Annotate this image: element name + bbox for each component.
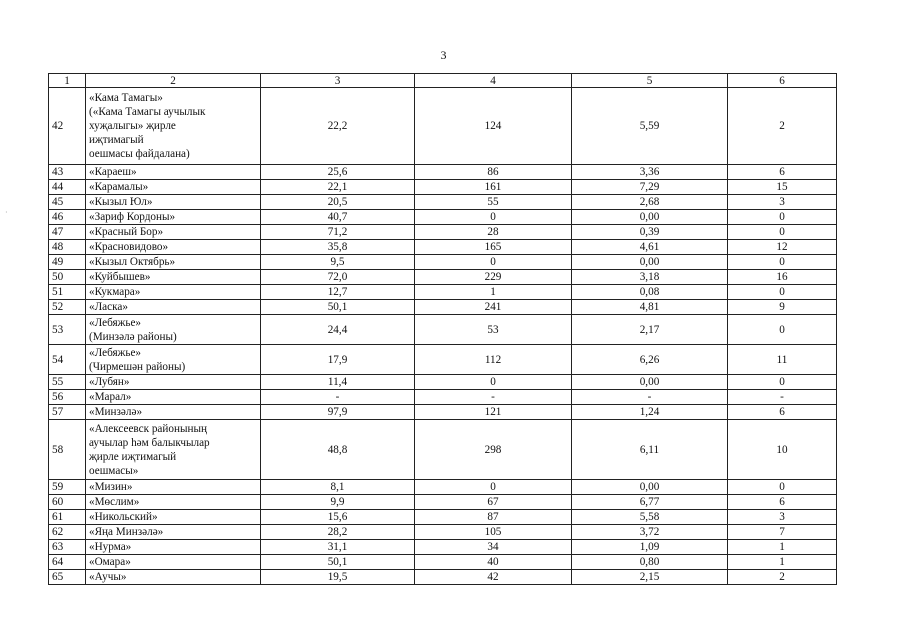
name-cell [86, 525, 261, 540]
name-cell [86, 510, 261, 525]
table-row [49, 240, 837, 255]
value-cell-c4: 28 [415, 225, 572, 240]
value-cell-c5: 1,09 [572, 540, 728, 555]
column-header: 1 [49, 74, 86, 88]
name-line: иҗтимагый [89, 134, 144, 146]
name-line: «Мөслим» [89, 496, 140, 508]
name-line: «Омара» [89, 556, 131, 568]
value-cell-c4: 161 [415, 180, 572, 195]
value-cell-c3: 24,4 [261, 315, 415, 345]
value-cell-c3: 48,8 [261, 420, 415, 480]
value-cell-c3: 35,8 [261, 240, 415, 255]
value-cell-c3: 9,5 [261, 255, 415, 270]
name-line: хуҗалыгы» җирле [89, 120, 176, 132]
name-cell [86, 88, 261, 165]
table-row [49, 420, 837, 480]
value-cell-c6: 3 [728, 510, 837, 525]
name-line: оешмасы» [89, 464, 139, 477]
value-cell-c6: 10 [728, 420, 837, 480]
value-cell-c4: 34 [415, 540, 572, 555]
value-cell-c6: 1 [728, 555, 837, 570]
name-line: «Караеш» [89, 166, 137, 178]
value-cell-c6: 2 [728, 570, 837, 585]
value-cell-c6: 15 [728, 180, 837, 195]
value-cell-c4: 1 [415, 285, 572, 300]
value-cell-c6: 3 [728, 195, 837, 210]
value-cell-c6: 6 [728, 165, 837, 180]
value-cell-c6: 0 [728, 315, 837, 345]
value-cell-c5: 0,00 [572, 210, 728, 225]
name-line: җирле иҗтимагый [89, 450, 177, 463]
name-line: оешмасы файдалана) [89, 148, 190, 160]
name-cell [86, 180, 261, 195]
column-header: 6 [728, 74, 837, 88]
table-row [49, 405, 837, 420]
value-cell-c3: 11,4 [261, 375, 415, 390]
value-cell-c6: 9 [728, 300, 837, 315]
name-line: «Нурма» [89, 541, 132, 553]
row-number-cell: 63 [49, 540, 86, 555]
value-cell-c5: 0,00 [572, 375, 728, 390]
table-row [49, 270, 837, 285]
name-cell [86, 300, 261, 315]
row-number-cell: 65 [49, 570, 86, 585]
row-number-cell: 60 [49, 495, 86, 510]
value-cell-c5: 7,29 [572, 180, 728, 195]
value-cell-c5: 3,72 [572, 525, 728, 540]
value-cell-c4: 87 [415, 510, 572, 525]
table-row [49, 495, 837, 510]
column-header: 2 [86, 74, 261, 88]
row-number-cell: 55 [49, 375, 86, 390]
value-cell-c3: 8,1 [261, 480, 415, 495]
name-line: «Кызыл Юл» [89, 196, 153, 208]
value-cell-c5: 0,39 [572, 225, 728, 240]
table-row [49, 570, 837, 585]
table-row [49, 510, 837, 525]
value-cell-c3: 72,0 [261, 270, 415, 285]
row-number-cell: 51 [49, 285, 86, 300]
table-row [49, 480, 837, 495]
row-number-cell: 42 [49, 88, 86, 165]
value-cell-c3: - [261, 390, 415, 405]
value-cell-c6: 0 [728, 255, 837, 270]
row-number-cell: 62 [49, 525, 86, 540]
value-cell-c4: 0 [415, 210, 572, 225]
value-cell-c6: - [728, 390, 837, 405]
name-line: «Ласка» [89, 301, 128, 313]
value-cell-c6: 6 [728, 405, 837, 420]
value-cell-c4: 165 [415, 240, 572, 255]
table-row [49, 315, 837, 345]
name-line: «Марал» [89, 391, 132, 403]
value-cell-c3: 50,1 [261, 300, 415, 315]
value-cell-c3: 71,2 [261, 225, 415, 240]
column-header: 3 [261, 74, 415, 88]
value-cell-c4: 121 [415, 405, 572, 420]
value-cell-c6: 6 [728, 495, 837, 510]
value-cell-c3: 17,9 [261, 345, 415, 375]
value-cell-c5: 6,26 [572, 345, 728, 375]
row-number-cell: 54 [49, 345, 86, 375]
name-cell [86, 540, 261, 555]
table-body [49, 88, 837, 585]
value-cell-c5: 0,08 [572, 285, 728, 300]
name-line: («Кама Тамагы аучылык [89, 106, 206, 118]
name-cell [86, 285, 261, 300]
value-cell-c3: 22,1 [261, 180, 415, 195]
value-cell-c5: 0,00 [572, 255, 728, 270]
name-cell [86, 225, 261, 240]
value-cell-c5: 2,15 [572, 570, 728, 585]
table-row [49, 225, 837, 240]
value-cell-c4: 55 [415, 195, 572, 210]
page-number: 3 [440, 48, 447, 62]
row-number-cell: 47 [49, 225, 86, 240]
value-cell-c4: 42 [415, 570, 572, 585]
row-number-cell: 46 [49, 210, 86, 225]
value-cell-c3: 50,1 [261, 555, 415, 570]
value-cell-c6: 0 [728, 480, 837, 495]
name-cell [86, 405, 261, 420]
table-row [49, 375, 837, 390]
value-cell-c3: 97,9 [261, 405, 415, 420]
value-cell-c5: 5,59 [572, 88, 728, 165]
name-line: «Карамалы» [89, 181, 149, 193]
name-cell [86, 345, 261, 375]
name-cell [86, 375, 261, 390]
table-row [49, 285, 837, 300]
value-cell-c4: 0 [415, 255, 572, 270]
value-cell-c3: 31,1 [261, 540, 415, 555]
table-row [49, 555, 837, 570]
name-line: «Кама Тамагы» [89, 92, 163, 104]
margin-mark: · [5, 208, 8, 217]
name-line: (Чирмешән районы) [89, 360, 186, 373]
name-line: «Яңа Минзәлә» [89, 526, 164, 538]
value-cell-c3: 25,6 [261, 165, 415, 180]
value-cell-c4: 40 [415, 555, 572, 570]
table-row [49, 210, 837, 225]
name-line: «Никольский» [89, 511, 158, 523]
name-line: «Зариф Кордоны» [89, 211, 176, 223]
name-cell [86, 255, 261, 270]
value-cell-c6: 0 [728, 375, 837, 390]
value-cell-c4: 105 [415, 525, 572, 540]
table-row [49, 165, 837, 180]
value-cell-c4: 241 [415, 300, 572, 315]
name-line: «Лебяжье» [89, 346, 142, 359]
name-line: «Кукмара» [89, 286, 141, 298]
name-cell [86, 195, 261, 210]
value-cell-c5: 2,68 [572, 195, 728, 210]
row-number-cell: 44 [49, 180, 86, 195]
value-cell-c5: 3,36 [572, 165, 728, 180]
value-cell-c4: 53 [415, 315, 572, 345]
row-number-cell: 58 [49, 420, 86, 480]
table-row [49, 345, 837, 375]
value-cell-c3: 9,9 [261, 495, 415, 510]
value-cell-c6: 2 [728, 88, 837, 165]
row-number-cell: 49 [49, 255, 86, 270]
value-cell-c6: 0 [728, 225, 837, 240]
row-number-cell: 43 [49, 165, 86, 180]
name-cell [86, 555, 261, 570]
name-cell [86, 270, 261, 285]
row-number-cell: 52 [49, 300, 86, 315]
name-cell [86, 570, 261, 585]
table-row [49, 255, 837, 270]
column-header: 5 [572, 74, 728, 88]
value-cell-c6: 7 [728, 525, 837, 540]
table-row [49, 88, 837, 165]
table-row [49, 300, 837, 315]
value-cell-c4: 298 [415, 420, 572, 480]
name-cell [86, 210, 261, 225]
value-cell-c5: 2,17 [572, 315, 728, 345]
name-cell [86, 240, 261, 255]
row-number-cell: 50 [49, 270, 86, 285]
value-cell-c4: 0 [415, 375, 572, 390]
value-cell-c6: 16 [728, 270, 837, 285]
table-row [49, 390, 837, 405]
name-line: «Кызыл Октябрь» [89, 256, 176, 268]
value-cell-c5: 1,24 [572, 405, 728, 420]
name-cell [86, 420, 261, 480]
value-cell-c6: 1 [728, 540, 837, 555]
value-cell-c4: 229 [415, 270, 572, 285]
value-cell-c3: 12,7 [261, 285, 415, 300]
value-cell-c6: 0 [728, 210, 837, 225]
table-row [49, 195, 837, 210]
value-cell-c5: 6,77 [572, 495, 728, 510]
row-number-cell: 61 [49, 510, 86, 525]
value-cell-c4: 124 [415, 88, 572, 165]
value-cell-c6: 11 [728, 345, 837, 375]
value-cell-c5: 4,61 [572, 240, 728, 255]
name-cell [86, 315, 261, 345]
name-cell [86, 165, 261, 180]
name-cell [86, 495, 261, 510]
value-cell-c3: 19,5 [261, 570, 415, 585]
value-cell-c5: 6,11 [572, 420, 728, 480]
value-cell-c5: 0,80 [572, 555, 728, 570]
name-line: «Лубян» [89, 376, 130, 388]
table-header-row [49, 74, 837, 88]
value-cell-c3: 22,2 [261, 88, 415, 165]
name-line: аучылар һәм балыкчылар [89, 436, 210, 449]
row-number-cell: 59 [49, 480, 86, 495]
data-table [48, 73, 837, 585]
value-cell-c3: 40,7 [261, 210, 415, 225]
row-number-cell: 48 [49, 240, 86, 255]
name-line: «Алексеевск районының [89, 422, 207, 435]
value-cell-c6: 0 [728, 285, 837, 300]
row-number-cell: 64 [49, 555, 86, 570]
value-cell-c3: 15,6 [261, 510, 415, 525]
name-line: (Минзәлә районы) [89, 330, 177, 343]
row-number-cell: 57 [49, 405, 86, 420]
value-cell-c4: 67 [415, 495, 572, 510]
name-line: «Красный Бор» [89, 226, 164, 238]
name-cell [86, 480, 261, 495]
value-cell-c3: 20,5 [261, 195, 415, 210]
row-number-cell: 45 [49, 195, 86, 210]
row-number-cell: 56 [49, 390, 86, 405]
name-line: «Мизин» [89, 481, 133, 493]
value-cell-c3: 28,2 [261, 525, 415, 540]
value-cell-c6: 12 [728, 240, 837, 255]
value-cell-c5: 4,81 [572, 300, 728, 315]
value-cell-c5: 5,58 [572, 510, 728, 525]
value-cell-c4: - [415, 390, 572, 405]
value-cell-c5: - [572, 390, 728, 405]
value-cell-c5: 3,18 [572, 270, 728, 285]
value-cell-c5: 0,00 [572, 480, 728, 495]
name-cell [86, 390, 261, 405]
table-row [49, 525, 837, 540]
name-line: «Лебяжье» [89, 316, 142, 329]
name-line: «Куйбышев» [89, 271, 151, 283]
name-line: «Аучы» [89, 571, 127, 583]
name-line: «Красновидово» [89, 241, 169, 253]
column-header: 4 [415, 74, 572, 88]
table-row [49, 180, 837, 195]
row-number-cell: 53 [49, 315, 86, 345]
value-cell-c4: 112 [415, 345, 572, 375]
value-cell-c4: 86 [415, 165, 572, 180]
table-row [49, 540, 837, 555]
value-cell-c4: 0 [415, 480, 572, 495]
name-line: «Минзәлә» [89, 406, 143, 418]
